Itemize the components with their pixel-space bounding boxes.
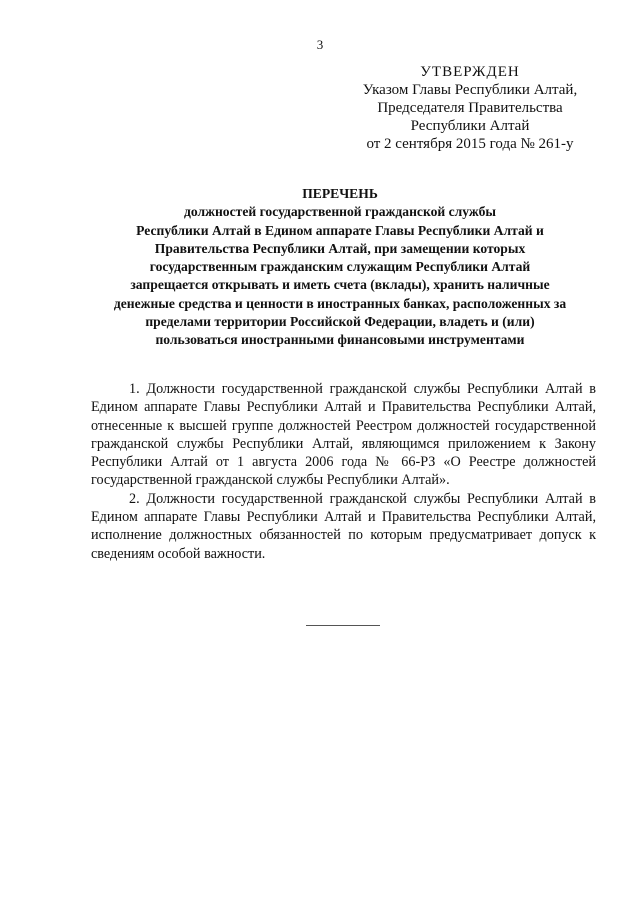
approval-line: от 2 сентября 2015 года № 261-у bbox=[366, 136, 574, 152]
heading-line: пользоваться иностранными финансовыми инструментами bbox=[155, 332, 525, 348]
approval-line: Республики Алтай bbox=[410, 118, 530, 134]
heading-line: запрещается открывать и иметь счета (вклады), хранить наличные bbox=[130, 277, 550, 293]
heading-line: Республики Алтай в Едином аппарате Главы Республики Алтай и bbox=[136, 222, 544, 238]
heading-line: Правительства Республики Алтай, при замещении которых bbox=[154, 240, 526, 256]
heading-title: ПЕРЕЧЕНЬ bbox=[302, 186, 378, 201]
approval-title: УТВЕРЖДЕН bbox=[420, 64, 520, 80]
paragraph-1: 1. Должности государственной гражданской службы Республики Алтай в Едином аппарате Главы Республики Алтай и Правительства Республики Алтай, отнесенные к высшей группе должностей Реестром должностей государственной гражданской службы Республики Алтай, являющимся приложением к Закону Республики Алтай от 1 августа 2006 года № 66-РЗ «О Реестре должностей государственной гражданской службы Республики Алтай». bbox=[91, 381, 596, 489]
heading-line: должностей государственной гражданской службы bbox=[184, 204, 496, 220]
document-body bbox=[91, 380, 596, 563]
approval-block bbox=[340, 63, 600, 153]
heading-line: пределами территории Российской Федерации, владеть и (или) bbox=[145, 314, 535, 330]
paragraph-2: 2. Должности государственной гражданской службы Республики Алтай в Едином аппарате Главы Республики Алтай и Правительства Республики Алтай, исполнение должностных обязанностей по которым предусматривает допуск к сведениям особой важности. bbox=[91, 490, 596, 562]
approval-line: Председателя Правительства bbox=[377, 100, 563, 116]
end-divider bbox=[306, 625, 380, 626]
heading-line: денежные средства и ценности в иностранных банках, расположенных за bbox=[113, 295, 567, 311]
approval-line: Указом Главы Республики Алтай, bbox=[362, 82, 578, 98]
heading-line: государственным гражданским служащим Республики Алтай bbox=[149, 259, 531, 275]
page-number: 3 bbox=[316, 37, 324, 52]
document-heading bbox=[80, 185, 600, 350]
